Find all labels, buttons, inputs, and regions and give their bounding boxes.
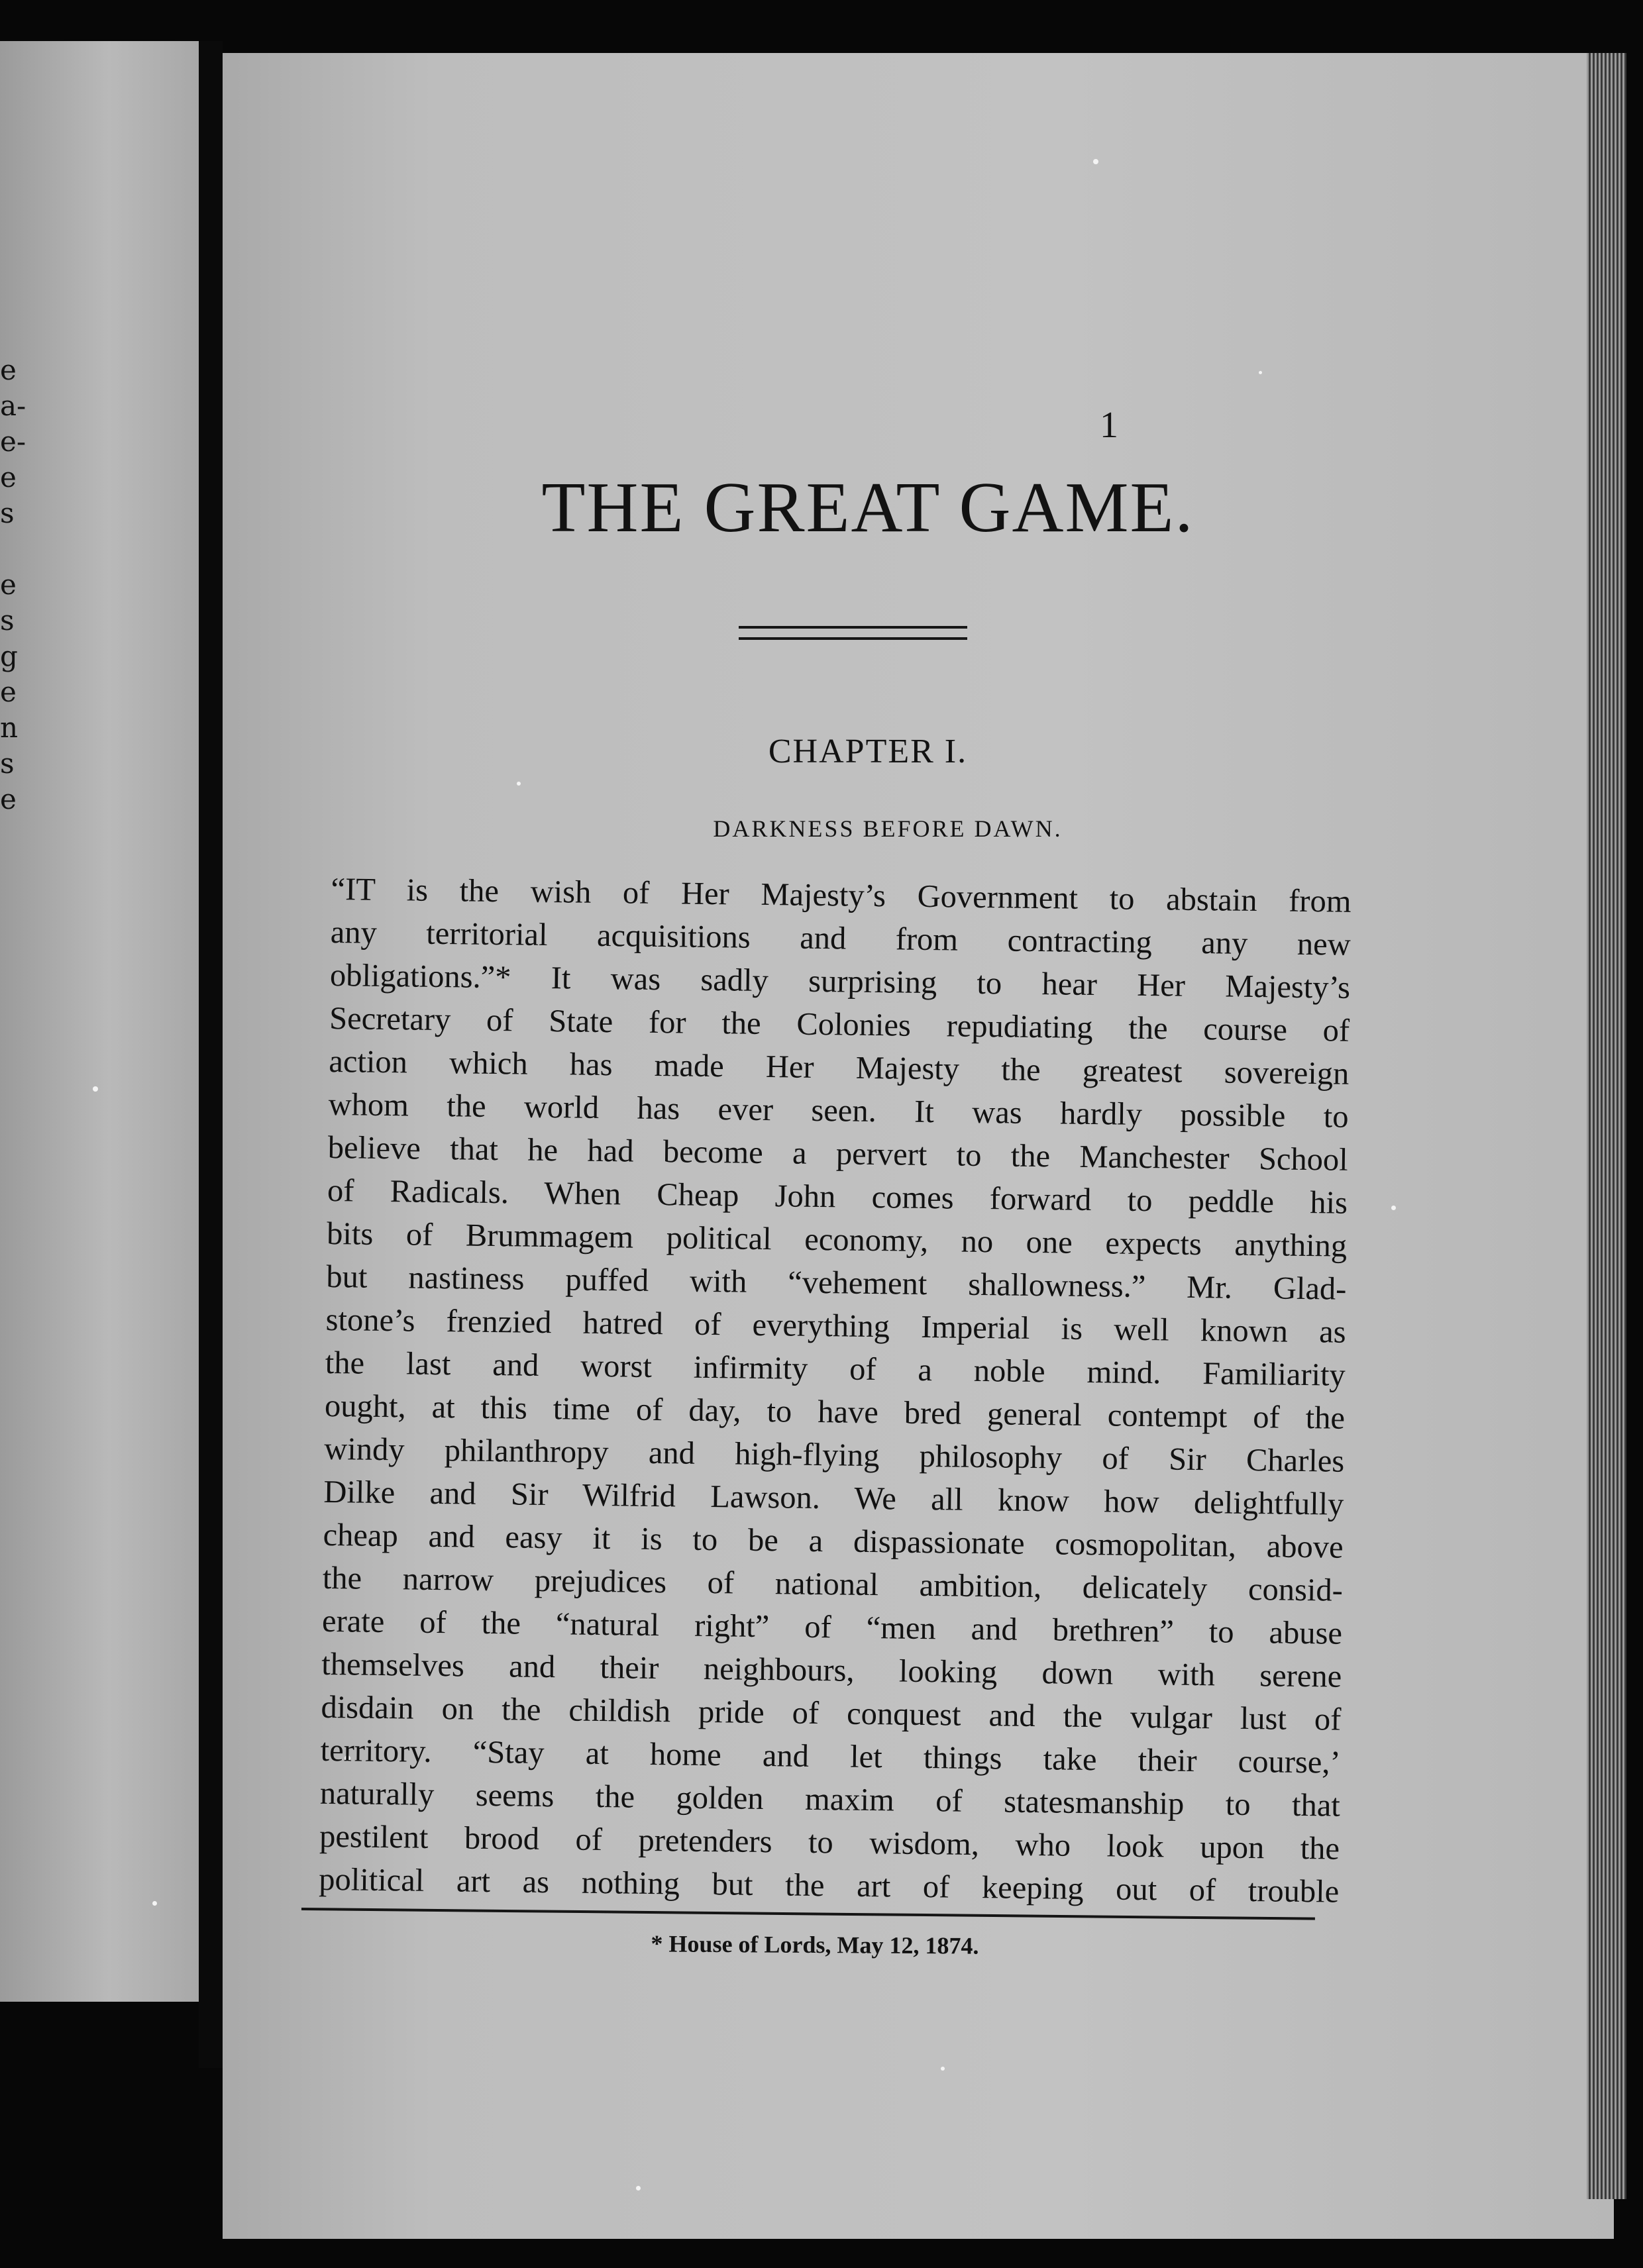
body-line: stone’s frenzied hatred of everything Imperial is well known as — [325, 1302, 1346, 1350]
scan-speck — [1391, 1206, 1396, 1210]
body-line: but nastiness puffed with “vehement shallowness.” Mr. Glad- — [326, 1259, 1347, 1307]
body-line: the last and worst infirmity of a noble mind. Familiarity — [325, 1345, 1346, 1393]
body-line: bits of Brummagem political economy, no one expects anything — [326, 1215, 1348, 1264]
body-line: believe that he had become a pervert to the Manchester School — [327, 1129, 1349, 1178]
body-line: territory. “Stay at home and let things take their course,’ — [320, 1732, 1341, 1780]
scan-speck — [941, 2067, 945, 2071]
body-line: cheap and easy it is to be a dispassionate cosmopolitan, above — [323, 1517, 1344, 1565]
page-mark: 1 — [1100, 405, 1118, 446]
scan-speck — [636, 2186, 641, 2191]
scan-speck — [1093, 159, 1098, 164]
book-title: THE GREAT GAME. — [541, 468, 1194, 547]
scan-speck — [93, 1086, 98, 1092]
body-line: ought, at this time of day, to have bred general contempt of the — [324, 1388, 1346, 1436]
body-line: the narrow prejudices of national ambition, delicately consid- — [322, 1560, 1344, 1608]
body-line: any territorial acquisitions and from contracting any new — [330, 914, 1352, 962]
body-line: political art as nothing but the art of keeping out of trouble — [319, 1861, 1340, 1910]
chapter-body-text — [319, 868, 1352, 1914]
scan-speck — [1259, 371, 1262, 374]
body-line: windy philanthropy and high-flying philosophy of Sir Charles — [323, 1431, 1345, 1479]
body-line: whom the world has ever seen. It was hardly possible to — [328, 1086, 1349, 1135]
body-line: Secretary of State for the Colonies repudiating the course of — [329, 1000, 1350, 1049]
body-line: pestilent brood of pretenders to wisdom, who look upon the — [319, 1818, 1340, 1867]
body-line: obligations.”* It was sadly surprising to hear Her Majesty’s — [329, 957, 1351, 1005]
body-line: of Radicals. When Cheap John comes forward to peddle his — [327, 1172, 1348, 1221]
footnote: * House of Lords, May 12, 1874. — [651, 1930, 979, 1959]
title-double-rule — [739, 626, 967, 640]
body-line: action which has made Her Majesty the greatest sovereign — [329, 1043, 1350, 1092]
chapter-subtitle: DARKNESS BEFORE DAWN. — [713, 815, 1063, 842]
scan-speck — [152, 1901, 157, 1906]
chapter-heading: CHAPTER I. — [768, 733, 968, 770]
book-gutter — [199, 41, 223, 2068]
body-line: Dilke and Sir Wilfrid Lawson. We all know how delightfully — [323, 1474, 1344, 1522]
body-line: “IT is the wish of Her Majesty’s Government to abstain from — [331, 871, 1352, 919]
scan-speck — [517, 782, 521, 786]
body-line: erate of the “natural right” of “men and brethren” to abuse — [321, 1603, 1343, 1651]
page-edges — [1587, 53, 1626, 2199]
body-line: disdain on the childish pride of conquest and the vulgar lust of — [321, 1689, 1342, 1737]
body-line: themselves and their neighbours, looking down with serene — [321, 1646, 1342, 1694]
left-page-margin-fragments: e a- e- e s e s g e n s e — [0, 354, 26, 815]
body-line: naturally seems the golden maxim of statesmanship to that — [319, 1775, 1341, 1824]
left-page — [0, 41, 199, 2002]
